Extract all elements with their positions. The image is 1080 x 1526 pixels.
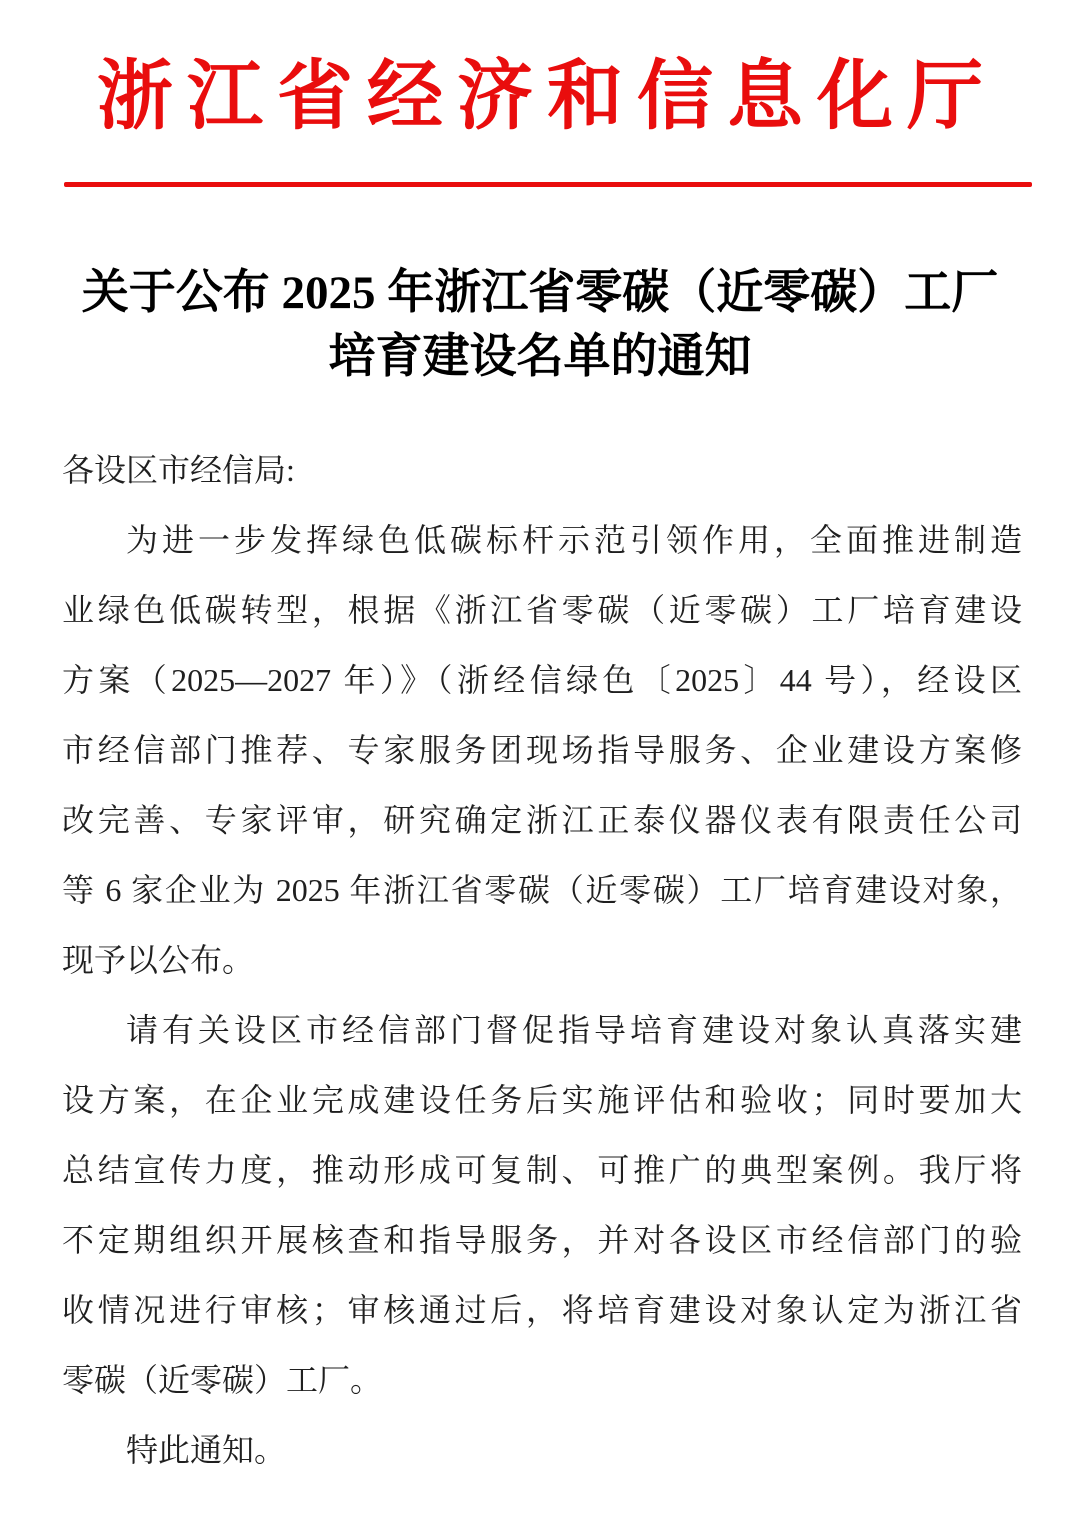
- body-paragraph-2: [62, 995, 1022, 1415]
- body-line: 不定期组织开展核查和指导服务，并对各设区市经信部门的验: [62, 1222, 1022, 1258]
- document-title: [0, 261, 1080, 389]
- body-paragraph-1: [62, 505, 1022, 995]
- body-line: 市经信部门推荐、专家服务团现场指导服务、企业建设方案修: [62, 732, 1022, 768]
- document-title-line-2: 培育建设名单的通知: [328, 331, 752, 383]
- body-line: 总结宣传力度，推动形成可复制、可推广的典型案例。我厅将: [62, 1152, 1022, 1188]
- salutation: 各设区市经信局:: [62, 452, 295, 488]
- letterhead: [0, 0, 1080, 142]
- body-line: 请有关设区市经信部门督促指导培育建设对象认真落实建: [126, 1012, 1022, 1048]
- body-line: 收情况进行审核；审核通过后，将培育建设对象认定为浙江省: [62, 1292, 1022, 1328]
- agency-name: 浙江省经济和信息化厅: [97, 55, 997, 139]
- document-body: [62, 435, 1022, 1485]
- body-paragraph-3: [62, 1415, 1022, 1485]
- body-line: 业绿色低碳转型，根据《浙江省零碳（近零碳）工厂培育建设: [62, 592, 1022, 628]
- body-line: 等 6 家企业为 2025 年浙江省零碳（近零碳）工厂培育建设对象，: [62, 872, 1022, 908]
- body-line: 特此通知。: [126, 1432, 287, 1468]
- body-line: 设方案，在企业完成建设任务后实施评估和验收；同时要加大: [62, 1082, 1022, 1118]
- body-line: 方案（2025—2027 年）》（浙经信绿色〔2025〕44 号），经设区: [62, 662, 1022, 698]
- red-divider-rule: [64, 182, 1032, 187]
- body-line: 现予以公布。: [62, 942, 255, 978]
- body-line: 改完善、专家评审，研究确定浙江正泰仪器仪表有限责任公司: [62, 802, 1022, 838]
- document-title-line-1: 关于公布 2025 年浙江省零碳（近零碳）工厂: [81, 267, 999, 319]
- body-line: 为进一步发挥绿色低碳标杆示范引领作用，全面推进制造: [126, 522, 1022, 558]
- body-line: 零碳（近零碳）工厂。: [62, 1362, 383, 1398]
